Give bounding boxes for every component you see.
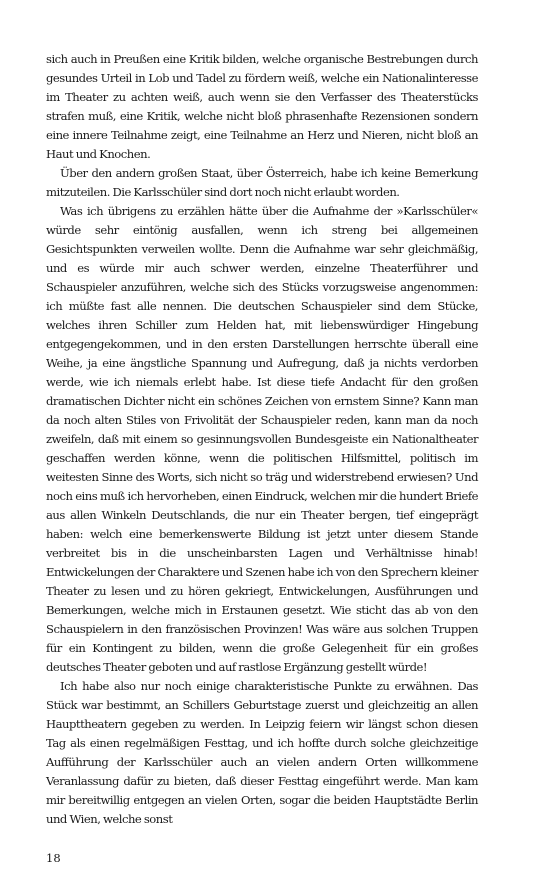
paragraph-austria: Über den andern großen Staat, über Österreich, habe ich keine Bemerkung mitzuteilen. Die Karlsschüler sind dort noch nicht erlaubt worden. [46, 166, 478, 199]
paragraph-reception: Was ich übrigens zu erzählen hätte über die Aufnahme der »Karlsschüler« würde sehr eintönig ausfallen, wenn ich streng bei allgemeinen Gesichtspunkten verweilen wollte. Denn die Aufnahme war sehr gleichmäßig, und es würde mir auch schwer werden, einzelne Theaterführer und Schauspieler anzuführen, welche sich des Stücks vorzugsweise angenommen: ich müßte fast alle nennen. Die deutschen Schauspieler sind dem Stücke, welches ihren Schiller zum Helden hat, mit liebenswürdiger Hingebung entgegengekommen, und in den ersten Darstellungen herrschte überall eine Weihe, ja eine ängstliche Spannung und Aufregung, daß ja nichts verdorben werde, wie ich niemals erlebt habe. Ist diese tiefe Andacht für den großen dramatischen Dichter nicht ein schönes Zeichen von ernstem Sinne? Kann man da noch alten Stiles von Frivolität der Schauspieler reden, kann man da noch zweifeln, daß mit einem so gesinnungsvollen Bundesgeiste ein Nationaltheater geschaffen werden könne, wenn die politischen Hilfsmittel, politisch im weitesten Sinne des Worts, sich nicht so träg und widerstrebend erwiesen? Und noch eins muß ich hervorheben, einen Eindruck, welchen mir die hundert Briefe aus allen Winkeln Deutschlands, die nur ein Theater bergen, tief eingeprägt haben: welch eine bemerkenswerte Bildung ist jetzt unter diesem Stande verbreitet bis in die unscheinbarsten Lagen und Verhältnisse hinab! Entwickelungen der Charaktere und Szenen habe ich von den Sprechern kleiner Theater zu lesen und zu hören gekriegt, Entwickelungen, Ausführungen und Bemerkungen, welche mich in Erstaunen gesetzt. Wie sticht das ab von den Schauspielern in den französischen Provinzen! Was wäre aus solchen Truppen für ein Kontingent zu bilden, wenn die große Gelegenheit für ein großes deutsches Theater geboten und auf rastlose Ergänzung gestellt würde! [46, 204, 478, 674]
body-text [46, 50, 478, 829]
paragraph-characteristic-points: Ich habe also nur noch einige charakteristische Punkte zu erwähnen. Das Stück war bestimmt, an Schillers Geburtstage zuerst und gleichzeitig an allen Haupttheatern gegeben zu werden. In Leipzig feiern wir längst schon diesen Tag als einen regelmäßigen Festtag, und ich hoffte durch solche gleichzeitige Aufführung der Karlsschüler auch an vielen andern Orten willkommene Veranlassung dafür zu bieten, daß dieser Festtag eingeführt werde. Man kam mir bereitwillig entgegen an vielen Orten, sogar die beiden Hauptstädte Berlin und Wien, welche sonst [46, 679, 478, 826]
paragraph-continuation: sich auch in Preußen eine Kritik bilden, welche organische Bestrebungen durch gesundes Urteil in Lob und Tadel zu fördern weiß, welche ein Nationalinteresse im Theater zu achten weiß, auch wenn sie den Verfasser des Theaterstücks strafen muß, eine Kritik, welche nicht bloß phrasenhafte Rezensionen sondern eine innere Teilnahme zeigt, eine Teilnahme an Herz und Nieren, nicht bloß an Haut und Knochen. [46, 52, 478, 161]
page-number: 18 [46, 851, 61, 865]
